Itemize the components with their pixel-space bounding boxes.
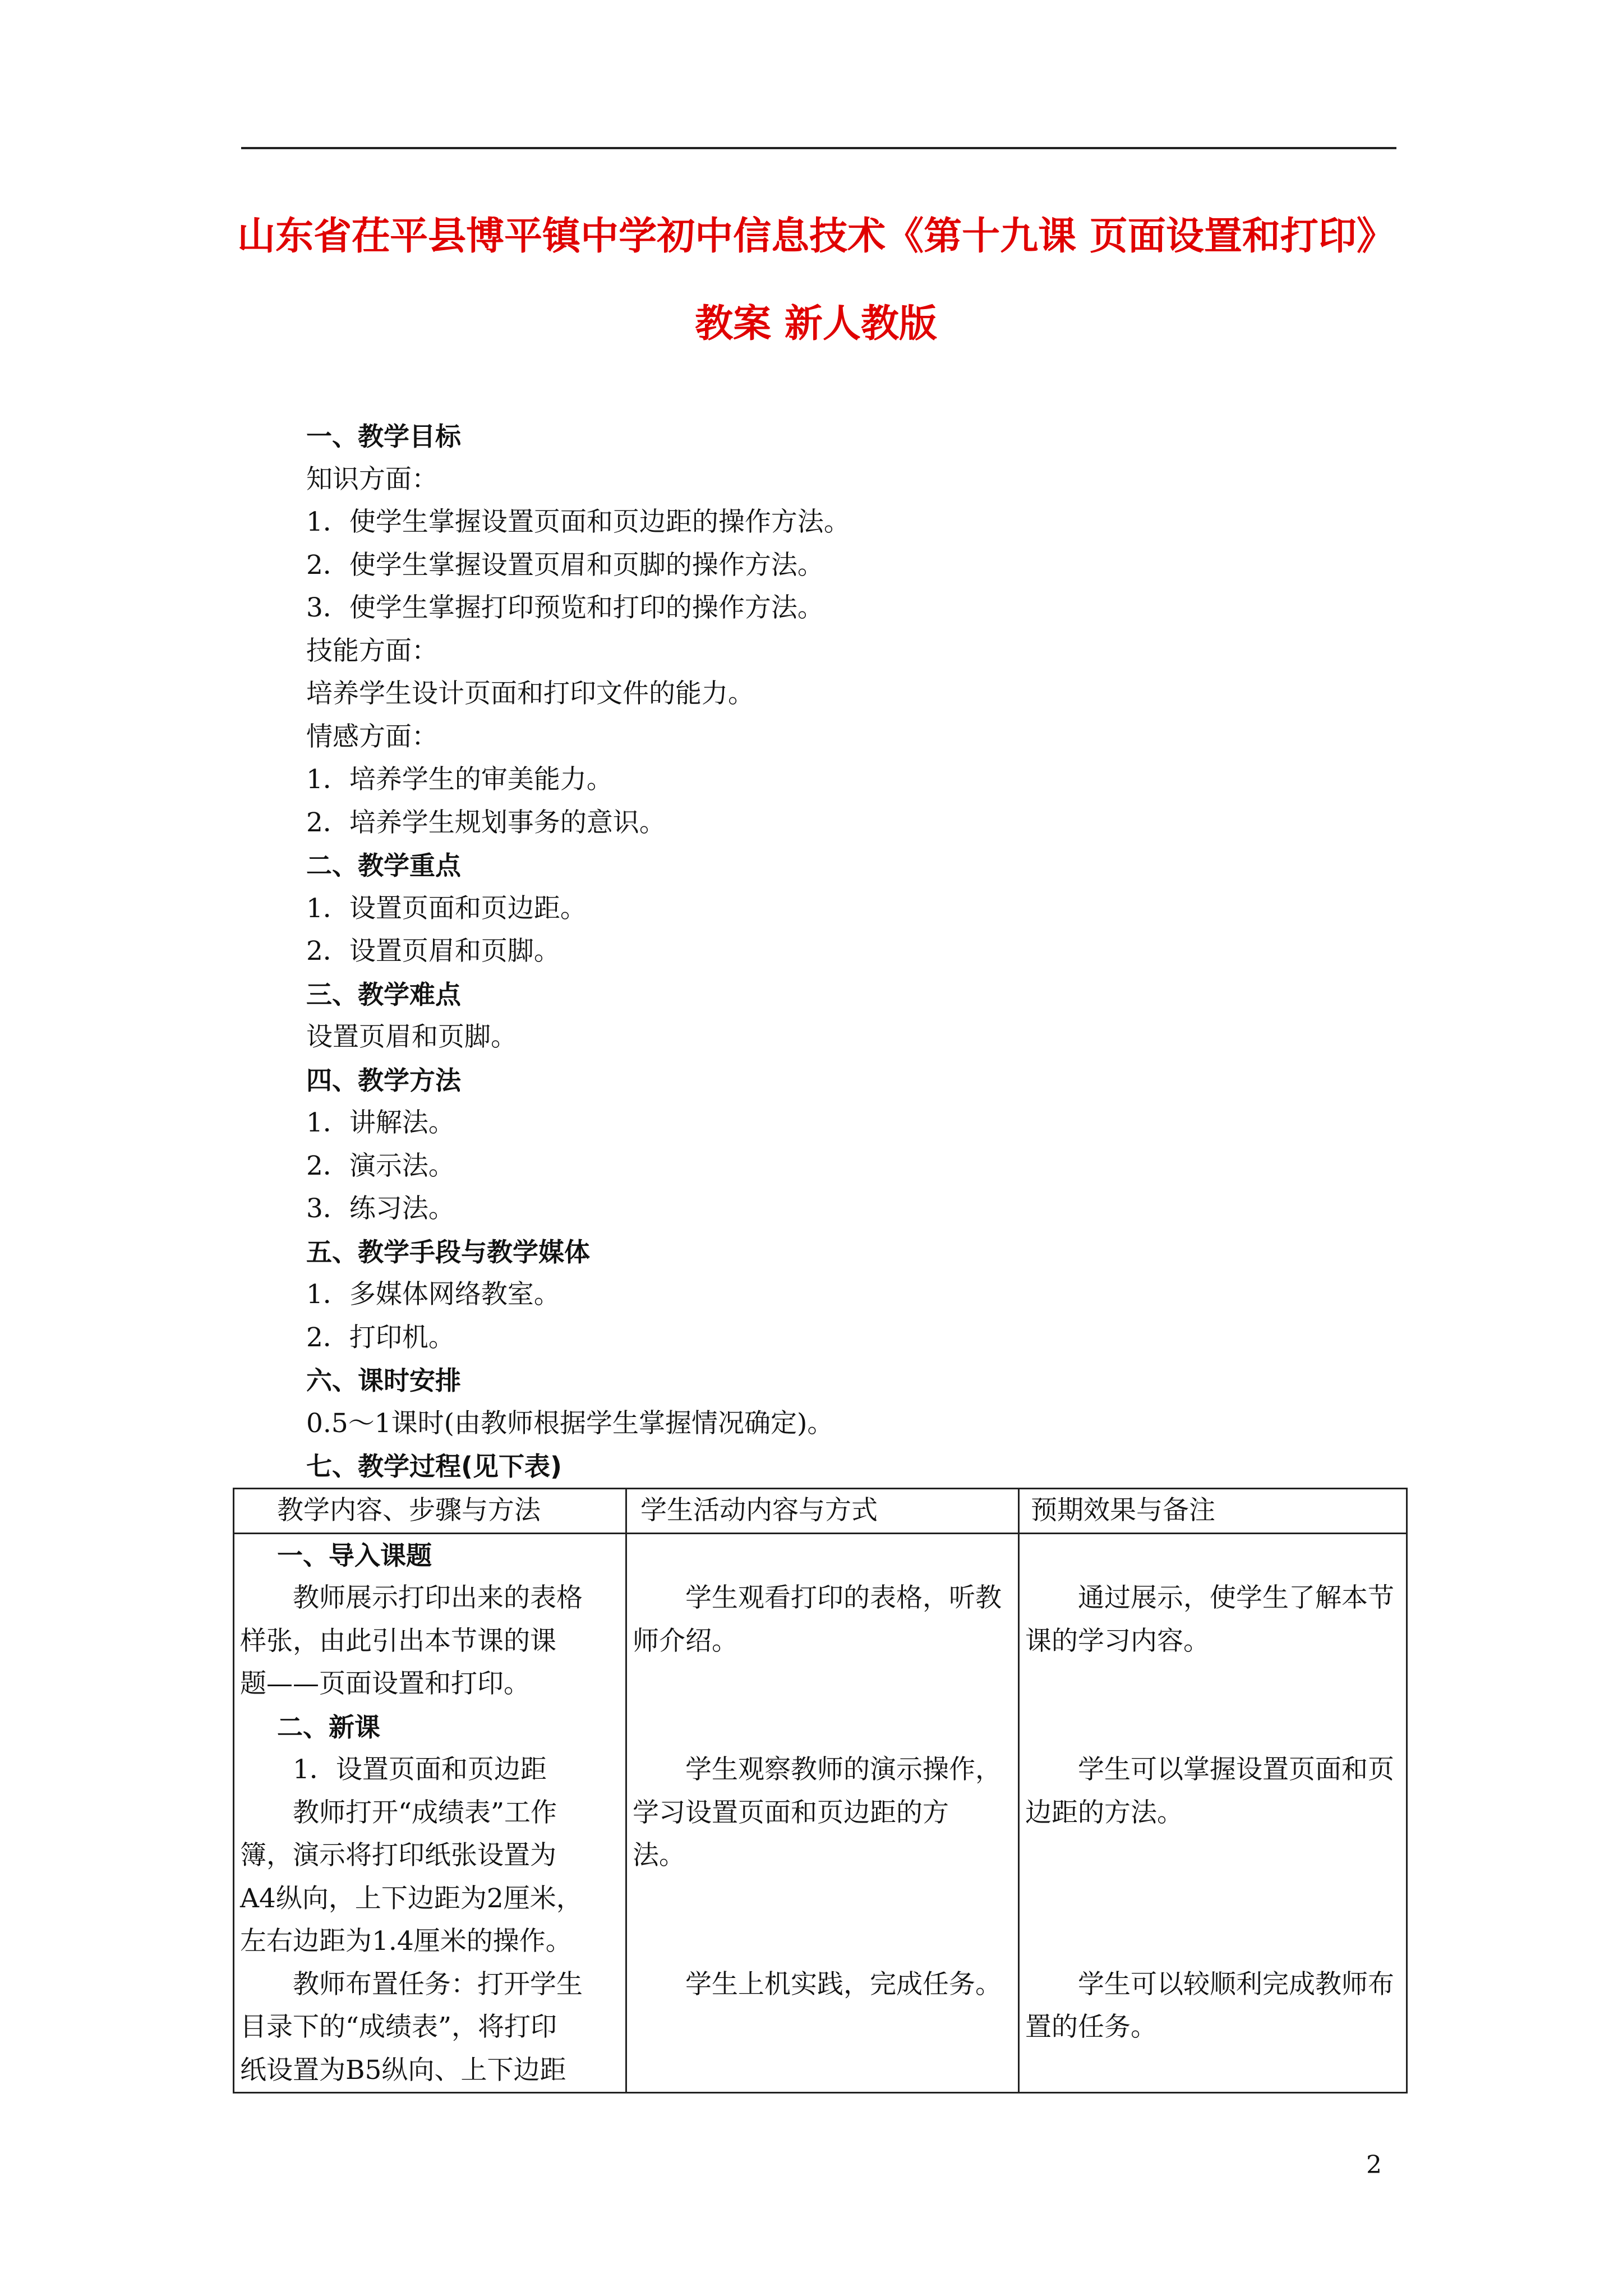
cell-line: 学生可以掌握设置页面和页 xyxy=(1078,1754,1394,1785)
knowledge-item-2: 2．使学生掌握设置页眉和页脚的操作方法。 xyxy=(306,549,824,581)
section-heading-key-points: 二、教学重点 xyxy=(306,850,461,881)
media-item-1: 1．多媒体网络教室。 xyxy=(306,1279,560,1310)
section-heading-difficulties: 三、教学难点 xyxy=(306,979,461,1010)
method-item-3: 3．练习法。 xyxy=(306,1193,455,1224)
header-rule xyxy=(241,147,1396,149)
cell-line: 样张，由此引出本节课的课 xyxy=(240,1625,556,1657)
cell-heading-new-lesson: 二、新课 xyxy=(277,1711,380,1742)
cell-line: 纸设置为B5纵向、上下边距 xyxy=(240,2054,566,2086)
cell-line: 法。 xyxy=(633,1840,685,1871)
table-cell-student-activity xyxy=(626,1533,1019,2093)
cell-line: 通过展示，使学生了解本节 xyxy=(1078,1582,1394,1613)
method-item-1: 1．讲解法。 xyxy=(306,1107,455,1138)
key-point-2: 2．设置页眉和页脚。 xyxy=(306,936,560,967)
table-cell-expected-effect xyxy=(1019,1533,1407,2093)
skill-item-1: 培养学生设计页面和打印文件的能力。 xyxy=(306,678,754,709)
method-item-2: 2．演示法。 xyxy=(306,1150,455,1181)
cell-line: 学生可以较顺利完成教师布 xyxy=(1078,1968,1394,2000)
document-title-line-2: 教案 新人教版 xyxy=(695,302,937,346)
cell-heading-intro: 一、导入课题 xyxy=(277,1540,432,1571)
page-number: 2 xyxy=(1366,2151,1382,2179)
schedule-item-1: 0.5～1课时(由教师根据学生掌握情况确定)。 xyxy=(306,1407,834,1439)
cell-line: 教师布置任务：打开学生 xyxy=(293,1968,583,2000)
table-header-row xyxy=(234,1489,1407,1534)
cell-line: 学习设置页面和页边距的方 xyxy=(633,1797,949,1828)
section-heading-media: 五、教学手段与教学媒体 xyxy=(306,1236,590,1267)
table-header-cell: 学生活动内容与方式 xyxy=(626,1489,1019,1534)
document-body xyxy=(306,415,1400,1488)
cell-line: 簿，演示将打印纸张设置为 xyxy=(240,1840,556,1871)
emotion-item-2: 2．培养学生规划事务的意识。 xyxy=(306,807,666,838)
document-title-line-1: 山东省茌平县博平镇中学初中信息技术《第十九课 页面设置和打印》 xyxy=(237,214,1395,259)
table-header-cell: 预期效果与备注 xyxy=(1019,1489,1407,1534)
cell-line: 教师打开“成绩表”工作 xyxy=(293,1797,557,1828)
cell-line: 学生观察教师的演示操作， xyxy=(685,1754,1002,1785)
cell-line: 置的任务。 xyxy=(1025,2012,1157,2042)
cell-line: 目录下的“成绩表”，将打印 xyxy=(240,2012,557,2042)
media-item-2: 2．打印机。 xyxy=(306,1322,455,1353)
knowledge-item-3: 3．使学生掌握打印预览和打印的操作方法。 xyxy=(306,592,824,623)
knowledge-label: 知识方面： xyxy=(306,463,438,495)
skill-label: 技能方面： xyxy=(306,635,438,666)
cell-line: 课的学习内容。 xyxy=(1025,1625,1210,1657)
table-header-cell: 教学内容、步骤与方法 xyxy=(234,1489,626,1534)
section-heading-process: 七、教学过程(见下表) xyxy=(306,1451,562,1481)
knowledge-item-1: 1．使学生掌握设置页面和页边距的操作方法。 xyxy=(306,507,850,537)
difficulty-item-1: 设置页眉和页脚。 xyxy=(306,1022,517,1052)
table-cell-content xyxy=(234,1533,626,2093)
cell-line: A4纵向，上下边距为2厘米， xyxy=(240,1883,583,1914)
cell-line: 学生观看打印的表格，听教 xyxy=(685,1582,1002,1613)
key-point-1: 1．设置页面和页边距。 xyxy=(306,892,587,924)
cell-line: 学生上机实践，完成任务。 xyxy=(685,1968,1002,2000)
cell-line: 左右边距为1.4厘米的操作。 xyxy=(240,1926,572,1957)
section-heading-schedule: 六、课时安排 xyxy=(306,1365,461,1396)
cell-line: 师介绍。 xyxy=(633,1625,738,1657)
emotion-item-1: 1．培养学生的审美能力。 xyxy=(306,764,613,795)
table-row xyxy=(234,1533,1407,2093)
section-heading-objectives: 一、教学目标 xyxy=(306,421,461,452)
cell-line: 题——页面设置和打印。 xyxy=(240,1668,530,1699)
cell-line: 教师展示打印出来的表格 xyxy=(293,1582,583,1613)
teaching-process-table xyxy=(233,1488,1408,2093)
cell-line: 1．设置页面和页边距 xyxy=(293,1754,547,1785)
emotion-label: 情感方面： xyxy=(306,721,438,752)
section-heading-methods: 四、教学方法 xyxy=(306,1065,461,1096)
cell-line: 边距的方法。 xyxy=(1025,1797,1183,1828)
